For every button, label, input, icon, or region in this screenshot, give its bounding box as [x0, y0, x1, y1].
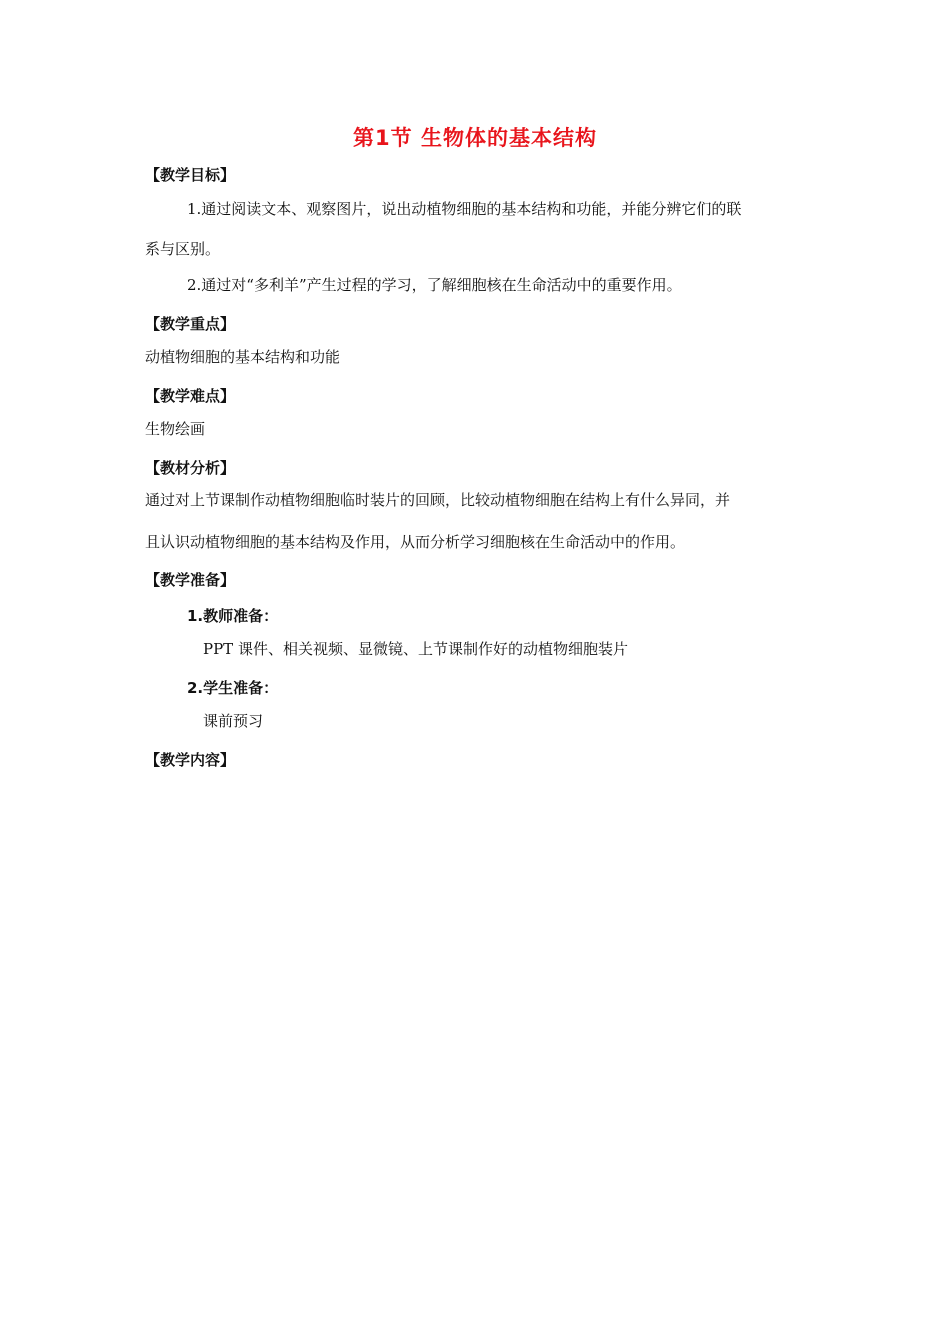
teacher-preparation-text: PPT 课件、相关视频、显微镜、上节课制作好的动植物细胞装片 — [203, 640, 628, 658]
objective-item-1-line-1: 1.通过阅读文本、观察图片，说出动植物细胞的基本结构和功能，并能分辨它们的联 — [187, 200, 742, 218]
objective-item-1-line-2: 系与区别。 — [145, 240, 221, 258]
document-title: 第1节 生物体的基本结构 — [353, 126, 597, 150]
analysis-line-2: 且认识动植物细胞的基本结构及作用，从而分析学习细胞核在生命活动中的作用。 — [145, 533, 686, 551]
key-points-heading: 【教学重点】 — [145, 315, 236, 333]
content-heading: 【教学内容】 — [145, 751, 236, 769]
analysis-line-1: 通过对上节课制作动植物细胞临时装片的回顾，比较动植物细胞在结构上有什么异同，并 — [145, 491, 731, 509]
student-preparation-text: 课前预习 — [203, 712, 264, 730]
difficulties-text: 生物绘画 — [145, 420, 206, 438]
objective-item-2: 2.通过对“多利羊”产生过程的学习，了解细胞核在生命活动中的重要作用。 — [187, 276, 682, 294]
difficulties-heading: 【教学难点】 — [145, 387, 236, 405]
preparation-heading: 【教学准备】 — [145, 571, 236, 589]
objectives-heading: 【教学目标】 — [145, 166, 236, 184]
analysis-heading: 【教材分析】 — [145, 459, 236, 477]
student-preparation-label: 2.学生准备： — [187, 679, 279, 697]
teacher-preparation-label: 1.教师准备： — [187, 607, 279, 625]
key-points-text: 动植物细胞的基本结构和功能 — [145, 348, 341, 366]
